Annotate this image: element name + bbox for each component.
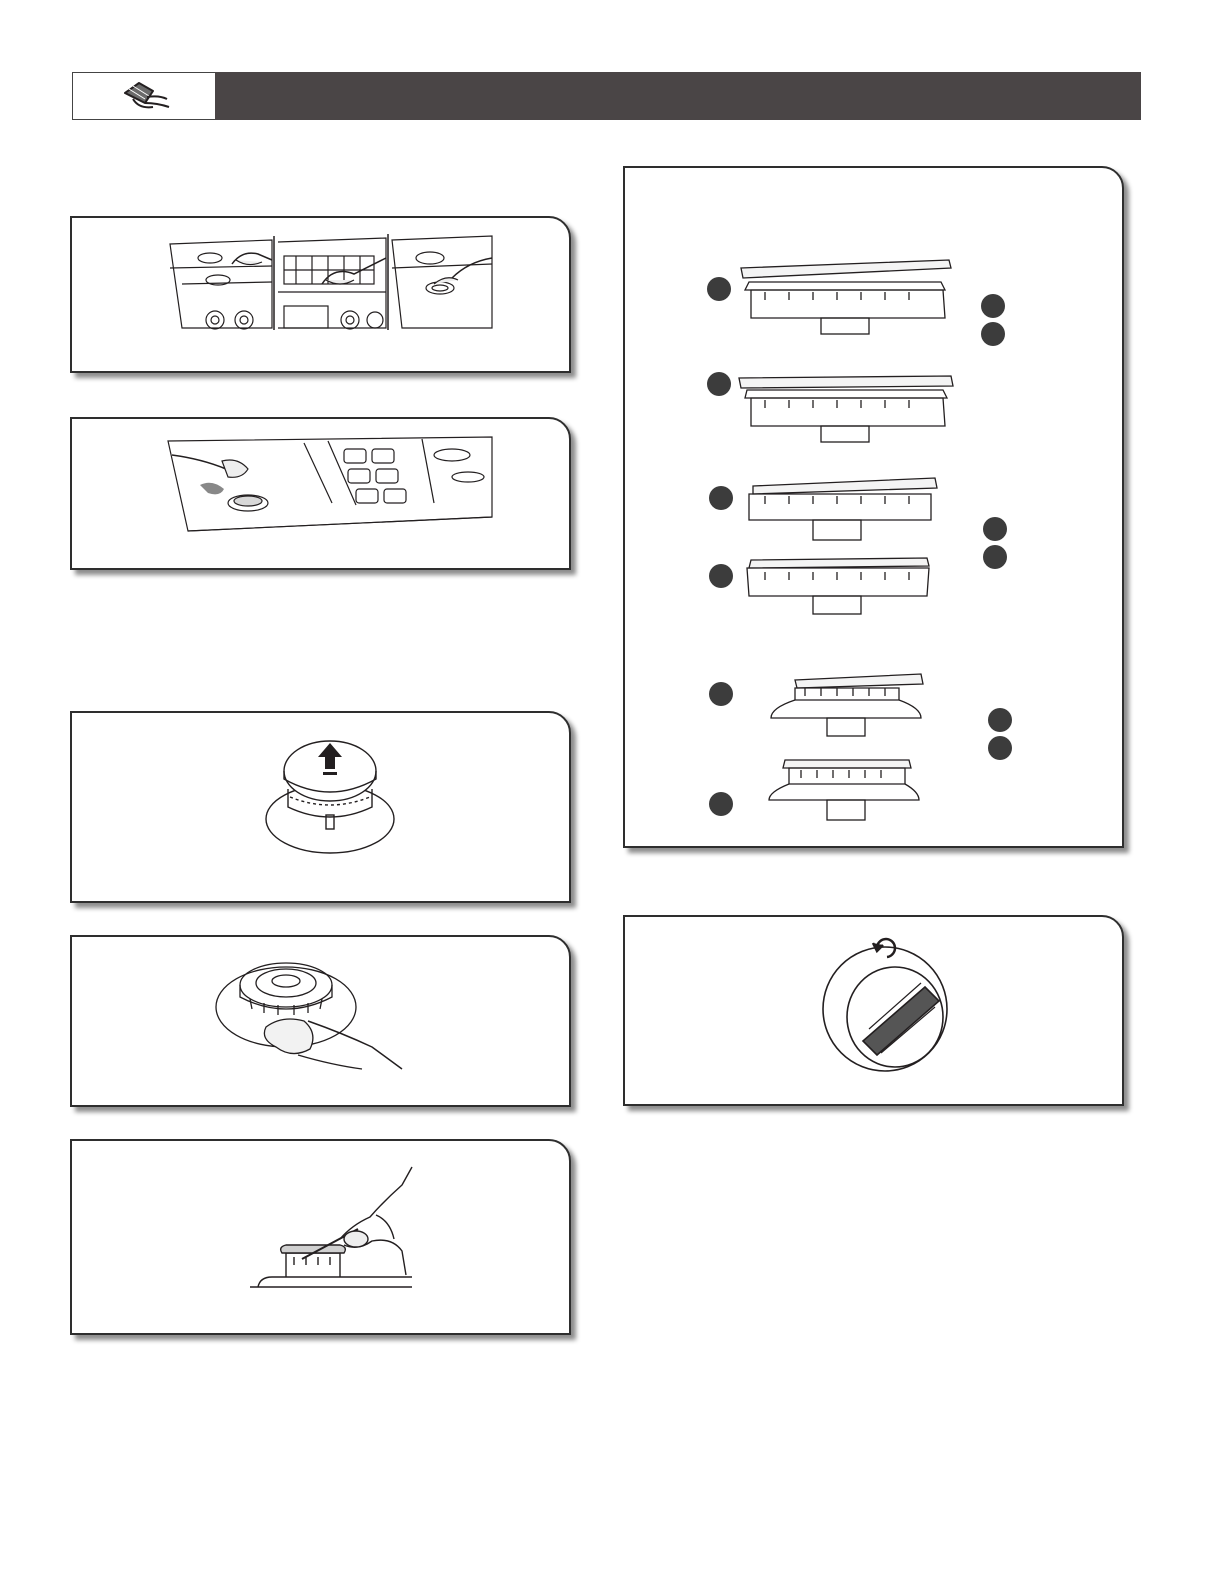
callout-dot: [981, 322, 1005, 346]
section-header: [72, 72, 1141, 120]
callout-dot: [981, 294, 1005, 318]
callout-dot: [709, 564, 733, 588]
panel-burner-assembly: [623, 166, 1124, 848]
panel-burner-cap-lift: [70, 711, 571, 903]
callout-dot: [707, 277, 731, 301]
control-knob-illustration: [625, 917, 1122, 1104]
callout-dot: [709, 792, 733, 816]
burner-assembly-illustration: [625, 168, 1122, 846]
callout-dot: [709, 682, 733, 706]
callout-dot: [709, 486, 733, 510]
callout-dot: [988, 708, 1012, 732]
port-cleaning-illustration: [72, 1141, 569, 1333]
cooktop-wipe-illustration: [72, 218, 569, 371]
header-icon-box: [72, 72, 216, 120]
panel-control-knob: [623, 915, 1124, 1106]
callout-dot: [707, 372, 731, 396]
hand-wiping-icon: [73, 73, 215, 119]
callout-dot: [983, 545, 1007, 569]
burner-cap-lift-illustration: [72, 713, 569, 901]
callout-dot: [983, 517, 1007, 541]
panel-port-cleaning: [70, 1139, 571, 1335]
spill-wipe-illustration: [72, 419, 569, 568]
panel-cooktop-wipe: [70, 216, 571, 373]
header-bar-fill: [215, 72, 1141, 120]
callout-dot: [988, 736, 1012, 760]
burner-base-wipe-illustration: [72, 937, 569, 1105]
panel-burner-base-wipe: [70, 935, 571, 1107]
panel-spill-wipe: [70, 417, 571, 570]
header-bar: [215, 72, 1141, 120]
